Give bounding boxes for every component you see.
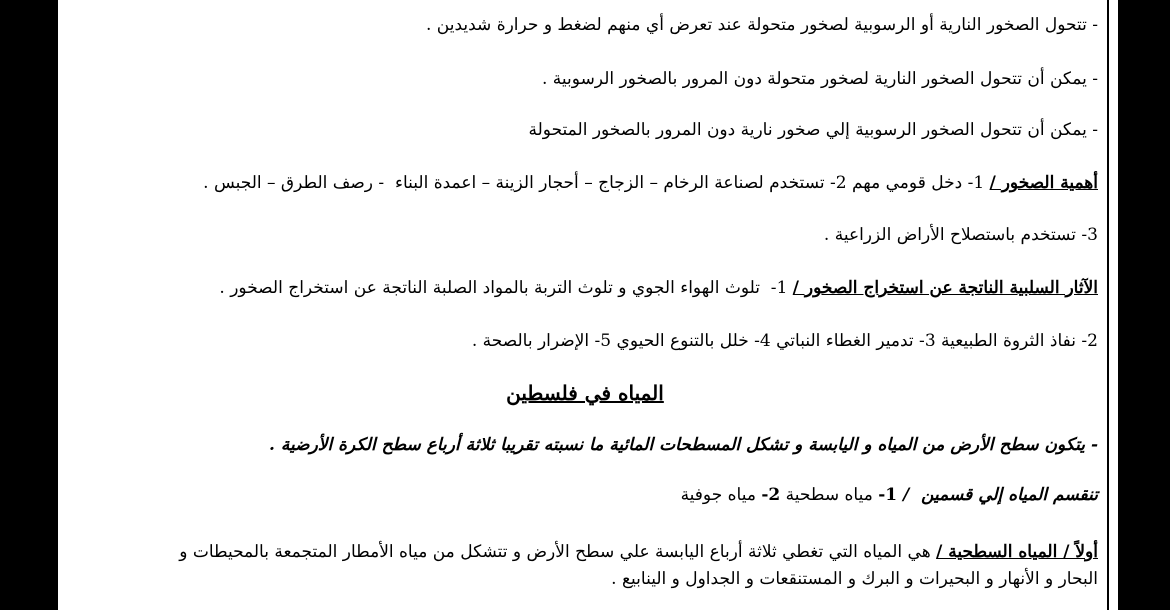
negative-effects-text: 1- تلوث الهواء الجوي و تلوث التربة بالمواد الصلبة الناتجة عن استخراج الصخور . — [219, 278, 793, 298]
water-division-num-1: 1- — [878, 485, 904, 505]
water-division-line — [681, 484, 1098, 506]
text-line-metamorphic-1: - تتحول الصخور النارية أو الرسوبية لصخور متحولة عند تعرض أي منهم لضغط و حرارة شديدين . — [425, 15, 1098, 35]
water-division-num-2: 2- — [761, 485, 781, 505]
surface-water-label: أولاً / المياه السطحية / — [936, 542, 1098, 562]
text-line-metamorphic-3: - يمكن أن تتحول الصخور الرسوبية إلي صخور نارية دون المرور بالصخور المتحولة — [528, 120, 1098, 140]
water-division-label: تنقسم المياه إلي قسمين / — [903, 485, 1098, 505]
water-division-item-2: مياه جوفية — [680, 485, 762, 505]
page-border-rule — [1107, 0, 1109, 610]
water-division-item-1: مياه سطحية — [780, 485, 879, 505]
section-heading: المياه في فلسطين — [506, 381, 664, 405]
water-intro-line: - يتكون سطح الأرض من المياه و اليابسة و تشكل المسطحات المائية ما نسبته تقريبا ثلاثة أرباع سطح الكرة الأرضية . — [269, 435, 1098, 455]
rock-importance-line-2: 3- تستخدم باستصلاح الأراض الزراعية . — [823, 225, 1098, 245]
negative-effects-line — [219, 277, 1098, 299]
rock-importance-label: أهمية الصخور / — [989, 173, 1098, 193]
negative-effects-label: الآثار السلبية الناتجة عن استخراج الصخور / — [792, 278, 1098, 298]
surface-water-line — [179, 541, 1098, 563]
rock-importance-text: 1- دخل قومي مهم 2- تستخدم لصناعة الرخام – الزجاج – أحجار الزينة – اعمدة البناء - رصف الطرق – الجبس . — [203, 173, 990, 193]
surface-water-line-2: البحار و الأنهار و البحيرات و البرك و المستنقعات و الجداول و الينابيع . — [611, 569, 1098, 589]
rock-importance-line — [203, 172, 1098, 194]
surface-water-text: هي المياه التي تغطي ثلاثة أرباع اليابسة علي سطح الأرض و تتشكل من مياه الأمطار المتجمعة بالمحيطات و — [179, 542, 937, 562]
negative-effects-line-2: 2- نفاذ الثروة الطبيعية 3- تدمير الغطاء النباتي 4- خلل بالتنوع الحيوي 5- الإضرار بالصحة . — [471, 331, 1098, 351]
text-line-metamorphic-2: - يمكن أن تتحول الصخور النارية لصخور متحولة دون المرور بالصخور الرسوبية . — [542, 69, 1098, 89]
document-page — [58, 0, 1118, 610]
